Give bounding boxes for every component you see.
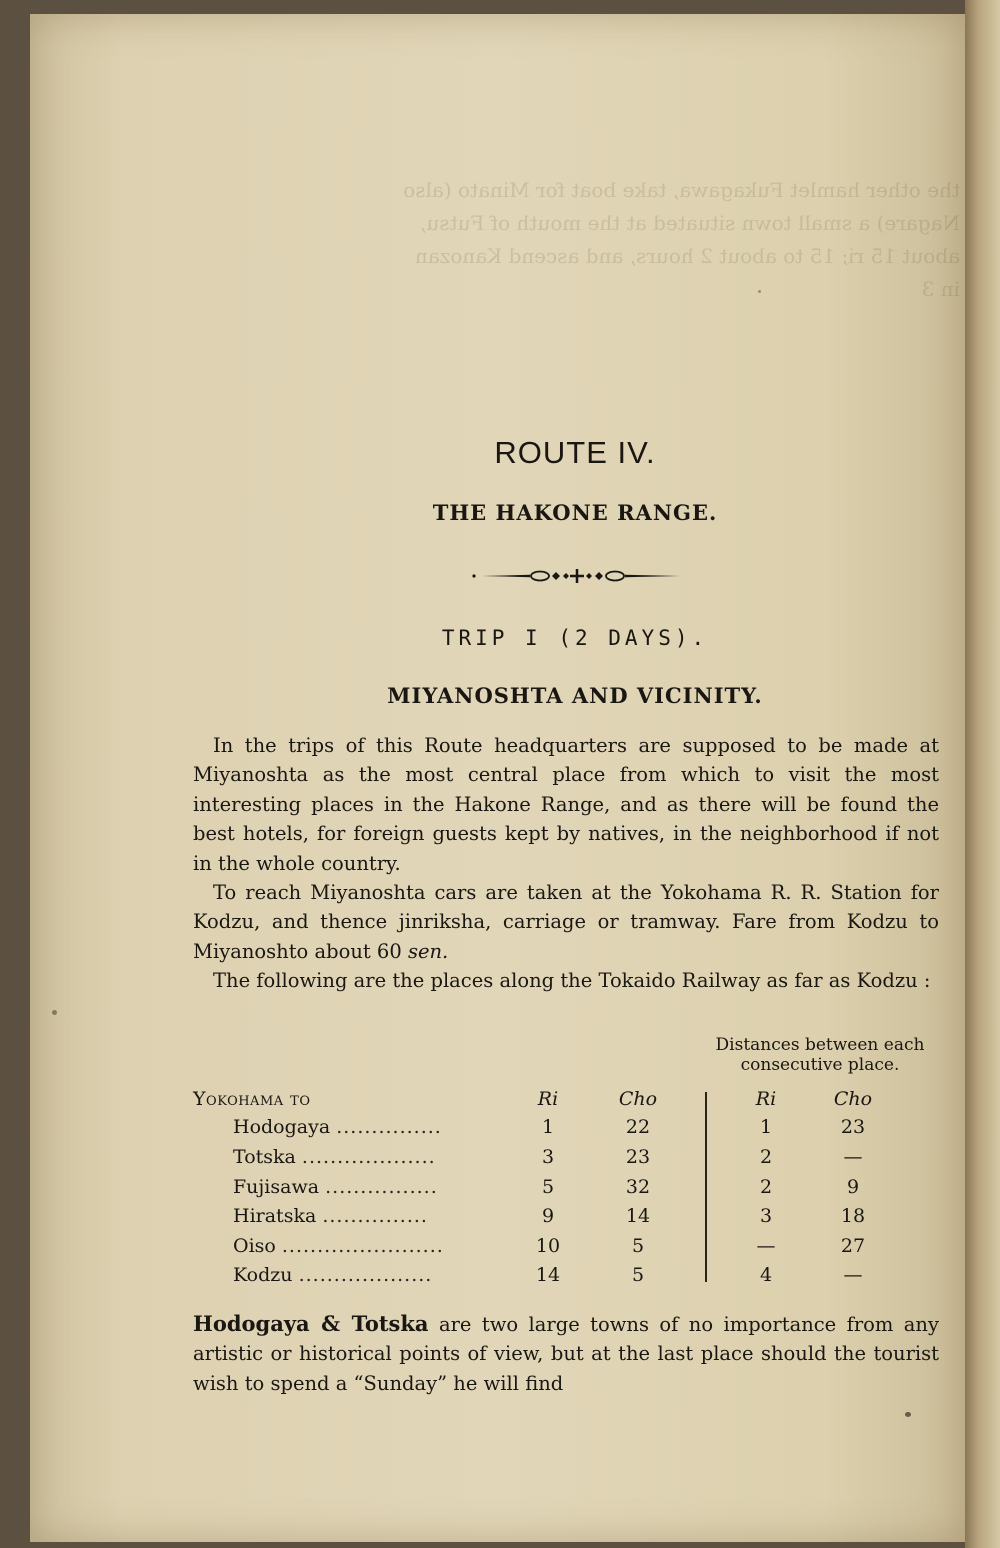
- distance-cho-cell: —: [843, 1264, 863, 1286]
- table-row: [193, 1143, 943, 1172]
- paragraph: [193, 878, 939, 966]
- distance-cho-cell: —: [843, 1146, 863, 1168]
- table-row: [193, 1232, 943, 1261]
- cho-cell: 14: [625, 1205, 651, 1227]
- ornament-divider-icon: [470, 565, 685, 587]
- leader-dots: ................: [325, 1176, 438, 1198]
- ri-cell: 10: [535, 1235, 561, 1257]
- leader-dots: ...............: [322, 1205, 428, 1227]
- range-title: THE HAKONE RANGE.: [432, 500, 718, 525]
- ri-cell: 9: [541, 1205, 555, 1227]
- paragraph-text: To reach Miyanoshta cars are taken at the Yokohama R. R. Station for Kodzu, and thence jinriksha, carriage or tramway. Fare from Kodzu to Miyanoshto about 60: [193, 881, 939, 963]
- paper-speck: [905, 1412, 911, 1417]
- distance-ri-cell: 4: [759, 1264, 773, 1286]
- ri-cell: 1: [541, 1116, 555, 1138]
- place-cell: [233, 1113, 442, 1142]
- ri-cell: 5: [541, 1176, 555, 1198]
- closing-bold-lead: Hodogaya & Totska: [193, 1311, 429, 1336]
- cho-cell: 22: [625, 1116, 651, 1138]
- bleed-line: about 15 ri; 15 to about 2 hours, and ascend Kanozan: [415, 244, 960, 268]
- cho-cell: 5: [631, 1235, 645, 1257]
- distance-ri-cell: —: [756, 1235, 776, 1257]
- distance-cho-cell: 23: [840, 1116, 866, 1138]
- leader-dots: ...................: [301, 1146, 436, 1168]
- place-name: Totska: [233, 1146, 296, 1168]
- adjacent-page-edge: [965, 0, 1000, 1548]
- distance-cho-cell: 9: [846, 1176, 860, 1198]
- distance-cho-cell: 18: [840, 1205, 866, 1227]
- paper-speck: [52, 1010, 57, 1015]
- ri-header: Ri: [537, 1088, 559, 1110]
- distances-header-line: consecutive place.: [740, 1055, 900, 1075]
- bleed-line: Nagare) a small town situated at the mouth of Futsu,: [420, 211, 960, 235]
- bleed-line: in 3: [921, 277, 960, 301]
- place-cell: [233, 1173, 438, 1202]
- place-cell: [233, 1232, 444, 1261]
- place-name: Hiratska: [233, 1205, 317, 1227]
- distance-ri-cell: 3: [759, 1205, 773, 1227]
- trip-title: TRIP I (2 DAYS).: [441, 626, 709, 650]
- cho-cell: 5: [631, 1264, 645, 1286]
- distance-ri-cell: 1: [759, 1116, 773, 1138]
- from-label: Yokohama to: [193, 1088, 311, 1110]
- closing-paragraph: [193, 1309, 939, 1398]
- table-row: [193, 1261, 943, 1290]
- distances-header: [695, 1035, 945, 1075]
- ri-cell: 3: [541, 1146, 555, 1168]
- distances-header-line: Distances between each: [715, 1035, 925, 1055]
- fare-unit: sen.: [407, 939, 449, 963]
- place-cell: [233, 1202, 428, 1231]
- distance-cho-header: Cho: [833, 1088, 873, 1110]
- distance-ri-cell: 2: [759, 1176, 773, 1198]
- place-name: Kodzu: [233, 1264, 293, 1286]
- cho-header: Cho: [618, 1088, 658, 1110]
- distance-ri-header: Ri: [755, 1088, 777, 1110]
- ri-cell: 14: [535, 1264, 561, 1286]
- place-name: Hodogaya: [233, 1116, 331, 1138]
- body-text: [193, 731, 939, 996]
- cho-cell: 32: [625, 1176, 651, 1198]
- place-name: Oiso: [233, 1235, 276, 1257]
- route-title: ROUTE IV.: [494, 435, 656, 470]
- paragraph: In the trips of this Route headquarters are supposed to be made at Miyanoshta as the most central place from which to visit the most interesting places in the Hakone Range, and as there will be found the best hotels, for foreign guests kept by natives, in the neighborhood if not in the whole country.: [193, 734, 939, 875]
- bleed-through-text: [200, 174, 960, 306]
- leader-dots: ...............: [336, 1116, 442, 1138]
- table-row: [193, 1202, 943, 1231]
- distance-ri-cell: 2: [759, 1146, 773, 1168]
- paragraph: The following are the places along the Tokaido Railway as far as Kodzu :: [213, 969, 931, 993]
- place-name: Fujisawa: [233, 1176, 320, 1198]
- section-title: MIYANOSHTA AND VICINITY.: [387, 683, 763, 708]
- distance-cho-cell: 27: [840, 1235, 866, 1257]
- leader-dots: .......................: [281, 1235, 444, 1257]
- bleed-line: the other hamlet Fukagawa, take boat for Minato (also: [403, 178, 960, 202]
- table-row: [193, 1113, 943, 1142]
- leader-dots: ...................: [298, 1264, 433, 1286]
- paper-speck: [758, 290, 761, 293]
- place-cell: [233, 1261, 432, 1290]
- cho-cell: 23: [625, 1146, 651, 1168]
- closing-text: are two large towns of no importance from any artistic or historical points of view, but at the last place should the tourist wish to spend a “Sunday” he will find: [193, 1313, 940, 1395]
- place-cell: [233, 1143, 436, 1172]
- table-row: [193, 1173, 943, 1202]
